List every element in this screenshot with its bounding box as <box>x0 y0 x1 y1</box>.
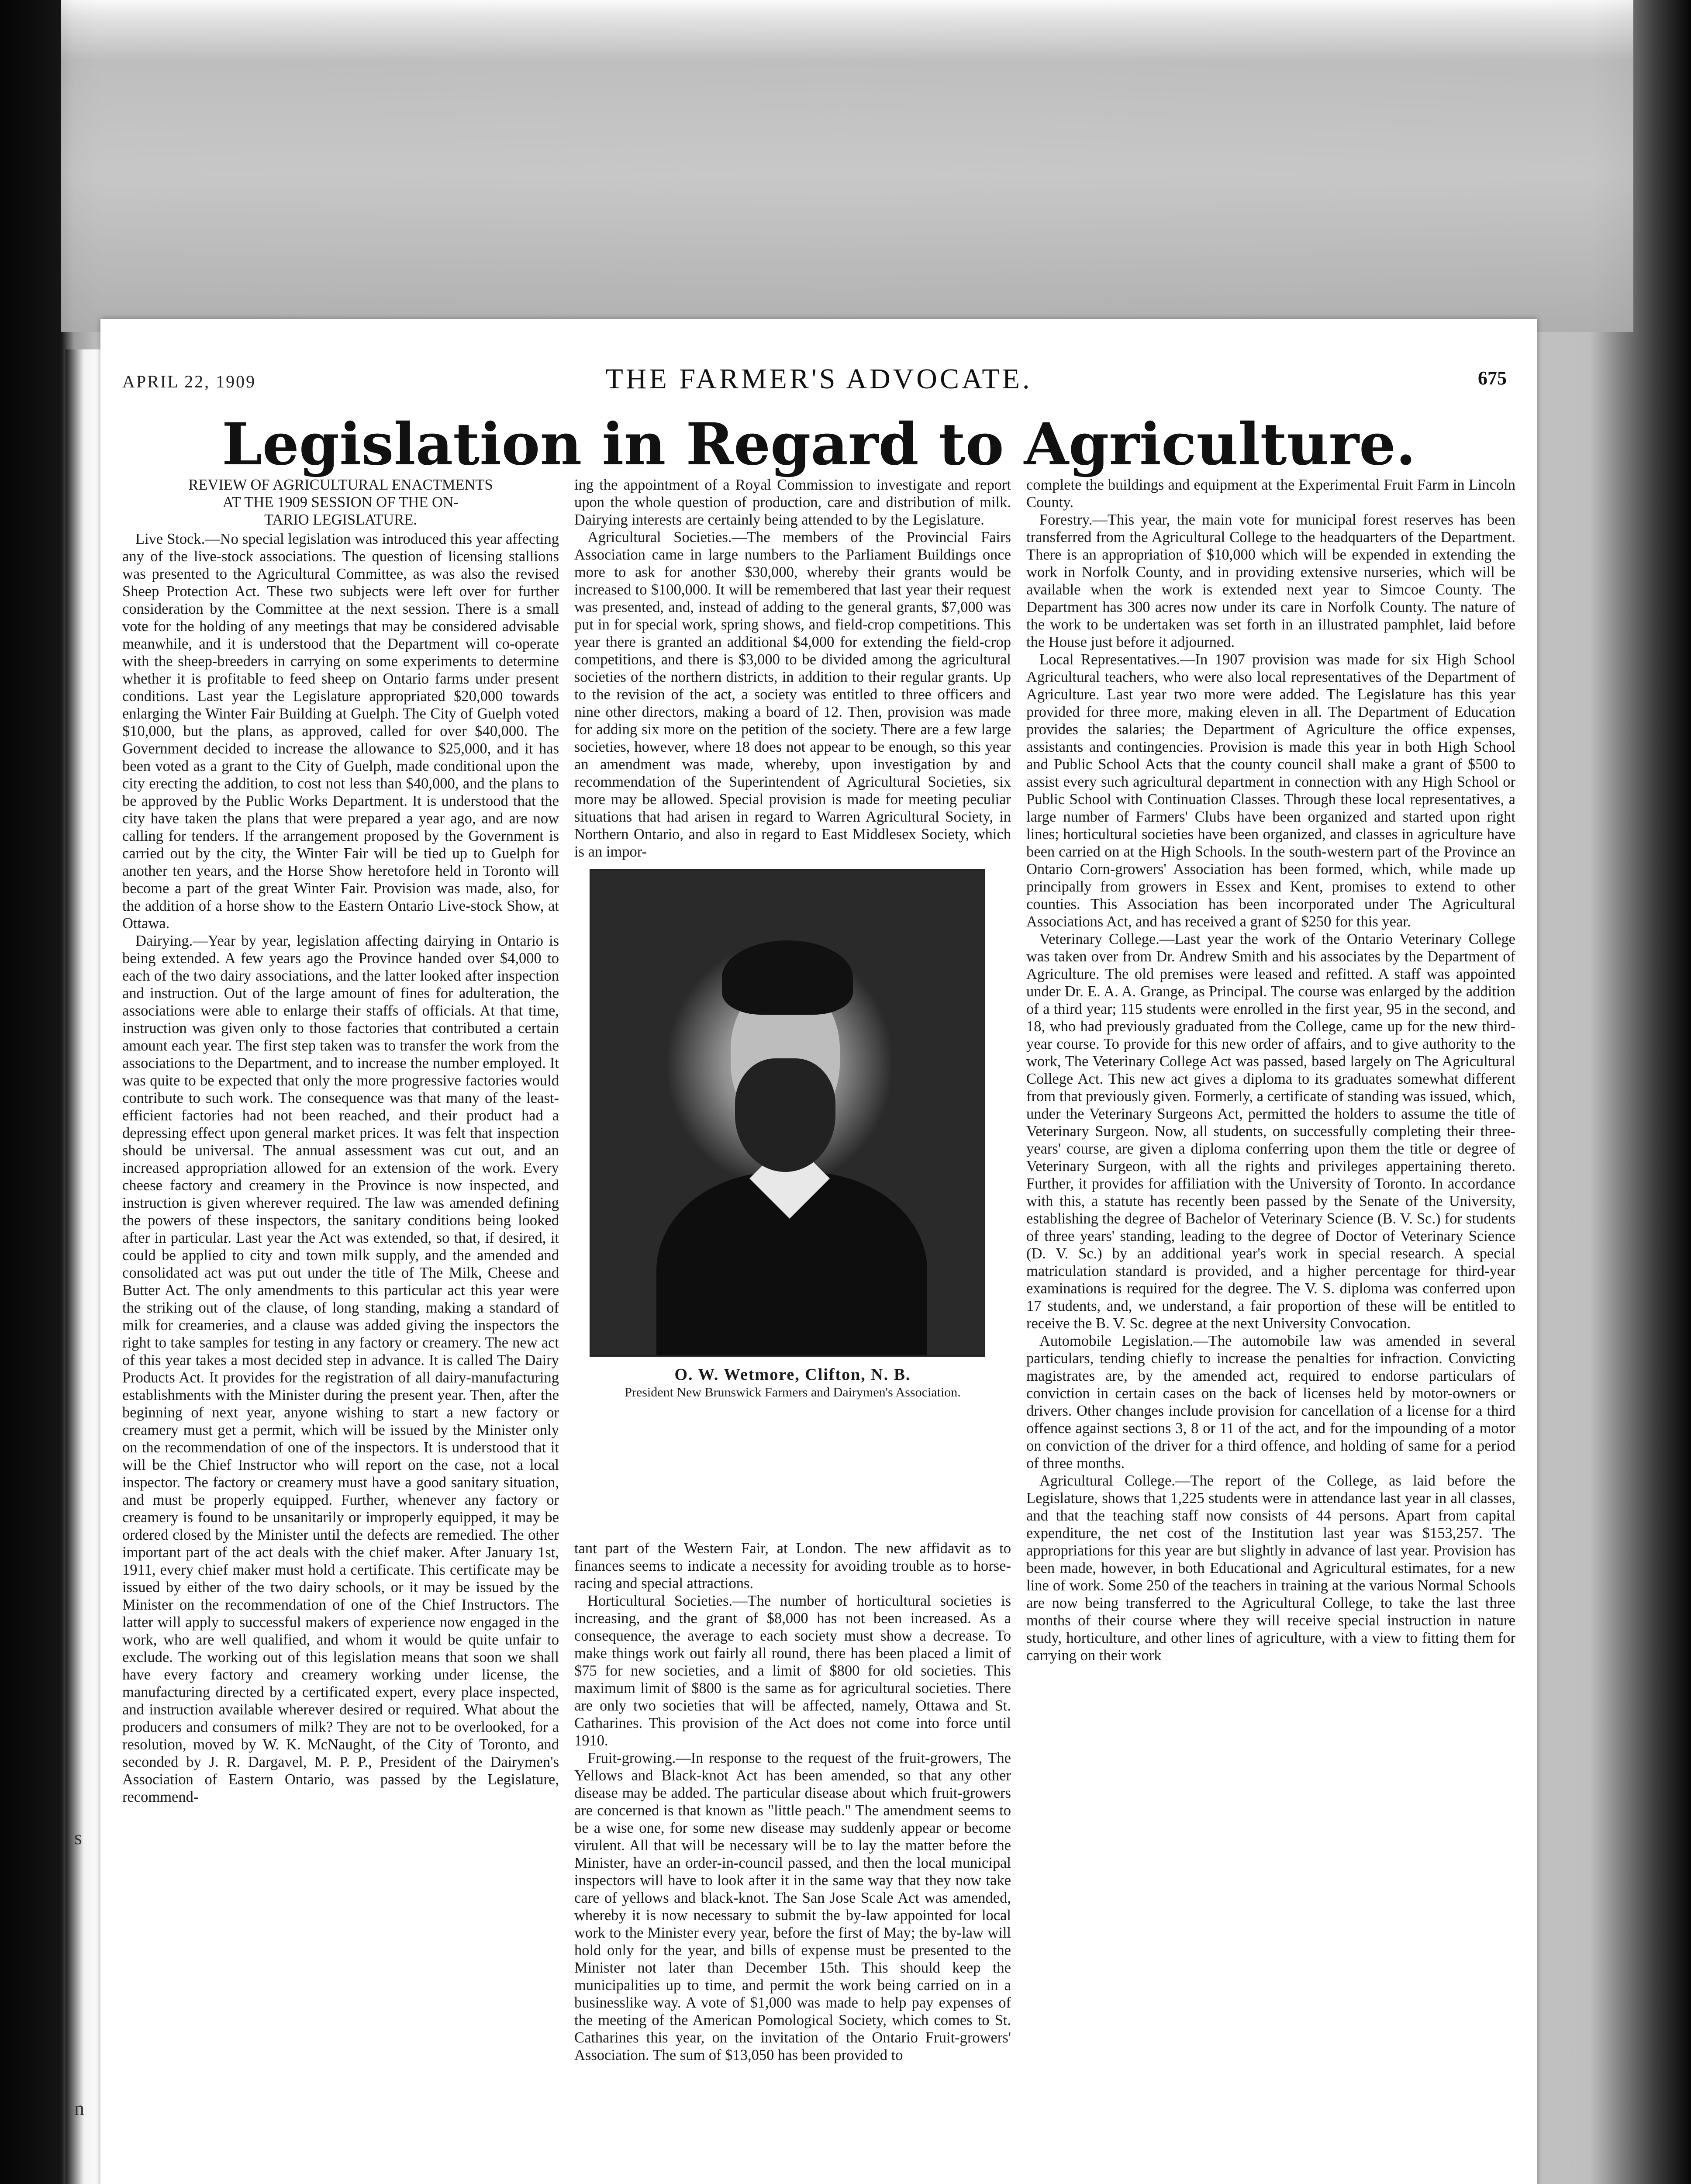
subheading-line: AT THE 1909 SESSION OF THE ON- <box>222 494 459 511</box>
paragraph-western-fair: tant part of the Western Fair, at London. The new affidavit as to finances seems to indicate a necessity for avoiding trouble as to horse-racing and special attractions. <box>574 1540 1011 1592</box>
paragraph-live-stock: Live Stock.—No special legislation was introduced this year affecting any of the live-stock associations. The question of licensing stallions was presented to the Agricultural Committee, as was also the revised Sheep Protection Act. These two subjects were left over for further consideration by the Committee at the next session. There is a small vote for the holding of any meetings that may be considered advisable meanwhile, and it is understood that the Department will co-operate with the sheep-breeders in carrying on some experiments to determine whether it is profitable to feed sheep on Ontario farms under present conditions. Last year the Legislature appropriated $20,000 towards enlarging the Winter Fair Building at Guelph. The City of Guelph voted $10,000, but the plans, as approved, called for over $40,000. The Government decided to increase the allowance to $25,000, and it has been voted as a grant to the City of Guelph, made conditional upon the city erecting the addition, to cost not less than $40,000, and the plans to be approved by the Public Works Department. It is understood that the city have taken the plans that were prepared a year ago, and are now calling for tenders. If the arrangement proposed by the Government is carried out by the city, the Winter Fair will be tied up to Guelph for another ten years, and the Horse Show heretofore held in Toronto will become a part of the great Winter Fair. Provision was made, also, for the addition of a horse show to the Eastern Ontario Live-stock Show, at Ottawa. <box>122 531 559 932</box>
paragraph-fruit-farm: complete the buildings and equipment at the Experimental Fruit Farm in Lincoln County. <box>1026 477 1515 511</box>
column-2-bottom <box>574 1540 1011 2064</box>
photo-hair <box>722 940 853 1015</box>
paragraph-fruit-growing: Fruit-growing.—In response to the request of the fruit-growers, The Yellows and Black-knot Act has been amended, so that any other disease may be added. The particular disease about which fruit-growers are concerned is that known as "little peach." The amendment seems to be a wise one, for some new disease may suddenly appear or become virulent. All that will be necessary will be to lay the matter before the Minister, have an order-in-council passed, and then the local municipal inspectors will have to look after it in the same way that they now take care of yellows and black-knot. The San Jose Scale Act was amended, whereby it is now necessary to submit the by-law appointed for local work to the Minister every year, before the first of May; the by-law will hold only for the year, and bills of expense must be presented to the Minister not later than December 15th. This should keep the municipalities up to time, and permit the work being carried on in a businesslike way. A vote of $1,000 was made to help pay expenses of the meeting of the American Pomological Society, which comes to St. Catharines this year, on the invitation of the Ontario Fruit-growers' Association. The sum of $13,050 has been provided to <box>574 1750 1011 2063</box>
caption-name: O. W. Wetmore, Clifton, N. B. <box>674 1365 911 1384</box>
scanner-top-shadow <box>61 0 1633 332</box>
page-header <box>100 363 1537 397</box>
paragraph-royal-commission: ing the appointment of a Royal Commission to investigate and report upon the whole question of production, care and distribution of milk. Dairying interests are certainly being attended to by the Legislature. <box>574 477 1011 528</box>
photo-beard <box>735 1058 835 1172</box>
paragraph-automobile-legislation: Automobile Legislation.—The automobile law was amended in several particulars, tending chiefly to increase the penalties for infraction. Convicting magistrates are, by the amended act, required to endorse particulars of conviction in certain cases on the back of licenses held by motor-owners or drivers. Other changes include provision for cancellation of a license for a third offence against sections 3, 8 or 11 of the act, and for the impounding of a motor on conviction of the driver for a third offence, and holding of same for a period of three months. <box>1026 1333 1515 1472</box>
column-3 <box>1026 476 1515 1664</box>
paragraph-local-representatives: Local Representatives.—In 1907 provision was made for six High School Agricultural teachers, who were also local representatives of the Department of Agriculture. Last year two more were added. The Legislature has this year provided for three more, making eleven in all. The Department of Education provides the salaries; the Department of Agriculture the office expenses, assistants and contingencies. Provision is made this year in both High School and Public School Acts that the county council shall make a grant of $500 to assist every such agricultural department in connection with any High School or Public School with Continuation Classes. Through these local representatives, a large number of Farmers' Clubs have been organized and started upon right lines; horticultural societies have been organized, and classes in agriculture have been carried on at the High Schools. In the south-western part of the Province an Ontario Corn-growers' Association has been formed, which, while made up principally from growers in Essex and Kent, promises to extend to other counties. This Association has been incorporated under The Agricultural Associations Act, and has received a grant of $250 for this year. <box>1026 651 1515 930</box>
subheading-line: TARIO LEGISLATURE. <box>264 511 417 528</box>
newspaper-page <box>100 319 1537 2184</box>
article-headline: Legislation in Regard to Agriculture. <box>222 411 1416 478</box>
page-number: 675 <box>1478 367 1507 389</box>
paragraph-forestry: Forestry.—This year, the main vote for municipal forest reserves has been transferred from the Agricultural College to the headquarters of the Department. There is an appropriation of $10,000 which will be expended in extending the work in Norfolk County, and in providing extensive nurseries, which will be available when the work is extended next year to Simcoe County. The Department has 300 acres now under its care in Norfolk County. The nature of the work to be undertaken was set forth in an illustrated pamphlet, laid before the House just before it adjourned. <box>1026 511 1515 650</box>
left-edge-char: s <box>74 1826 82 1849</box>
masthead: THE FARMER'S ADVOCATE. <box>605 363 1032 395</box>
portrait-photo <box>590 869 985 1357</box>
issue-date: APRIL 22, 1909 <box>122 372 256 391</box>
subheading-line: REVIEW OF AGRICULTURAL ENACTMENTS <box>188 477 493 493</box>
column-2-top <box>574 476 1011 860</box>
paragraph-dairying: Dairying.—Year by year, legislation affecting dairying in Ontario is being extended. A few years ago the Province handed over $4,000 to each of the two dairy associations, and the latter looked after inspection and instruction. Out of the large amount of fines for adulteration, the associations were able to enlarge their staffs of officials. At that time, instruction was given only to those factories that contributed a certain amount each year. The first step taken was to transfer the work from the associations to the Department, and to increase the number employed. It was quite to be expected that only the more progressive factories would contribute to such work. The consequence was that many of the least-efficient factories had not been reached, and their product had a depressing effect upon general market prices. It was felt that inspection should be universal. The annual assessment was cut out, and an increased appropriation allowed for an extension of the work. Every cheese factory and creamery in the Province is now inspected, and instruction is given wherever required. The law was amended defining the powers of these inspectors, the sanitary conditions being looked after in particular. Last year the Act was extended, so that, if desired, it could be applied to city and town milk supply, and the amended and consolidated act was put out under the title of The Milk, Cheese and Butter Act. The only amendments to this particular act this year were the striking out of the clause, of long standing, making a standard of milk for creameries, and a clause was added giving the inspectors the right to take samples for testing in any factory or creamery. The new act of this year takes a most decided step in advance. It is called The Dairy Products Act. It provides for the registration of all dairy-manufacturing establishments with the Minister during the present year. Then, after the beginning of next year, anyone wishing to start a new factory or creamery must get a permit, which will be issued by the Minister only on the recommendation of one of the inspectors. It is understood that it will be the Chief Instructor who will report on the case, not a local inspector. The factory or creamery must have a good sanitary situation, and must be properly equipped. Further, whenever any factory or creamery is found to be unsanitarily or improperly equipped, it may be ordered closed by the Minister until the defects are remedied. The other important part of the act deals with the chief maker. After January 1st, 1911, every chief maker must hold a certificate. This certificate may be issued by either of the two dairy schools, or it may be issued by the Minister on the recommendation of one of the Chief Instructors. The latter will apply to successful makers of experience now engaged in the work, who are well qualified, and whom it would be quite unfair to exclude. The working out of this legislation means that soon we shall have every factory and creamery working under license, the manufacturing directed by a certificated expert, every place inspected, and instruction available wherever desired or required. What about the producers and consumers of milk? They are not to be overlooked, for a resolution, moved by W. K. McNaught, of the City of Toronto, and seconded by J. R. Dargavel, M. P. P., President of the Dairymen's Association of Eastern Ontario, was passed by the Legislature, recommend- <box>122 933 559 1805</box>
column-1 <box>122 476 559 1806</box>
paragraph-veterinary-college: Veterinary College.—Last year the work of the Ontario Veterinary College was taken over from Dr. Andrew Smith and his associates by the Department of Agriculture. The old premises were leased and refitted. A staff was appointed under Dr. E. A. A. Grange, as Principal. The course was enlarged by the addition of a third year; 115 students were enrolled in the first year, 95 in the second, and 18, who had previously graduated from the College, came up for the new third-year course. To provide for this new order of affairs, and to give authority to the work, The Veterinary College Act was passed, based largely on The Agricultural College Act. This new act gives a diploma to its graduates somewhat different from that previously given. Formerly, a certificate of standing was issued, which, under the Veterinary Surgeons Act, permitted the holders to assume the title of Veterinary Surgeon. Now, all students, on successfully completing their three-years' course, are given a diploma conferring upon them the title or degree of Veterinary Surgeon, with all the rights and privileges appertaining thereto. Further, it provides for affiliation with the University of Toronto. In accordance with this, a statute has recently been passed by the Senate of the University, establishing the degree of Bachelor of Veterinary Science (B. V. Sc.) for students of three years' standing, leading to the degree of Doctor of Veterinary Science (D. V. Sc.) by an additional year's work in special research. A special matriculation standard is provided, and a higher percentage for third-year examinations is required for the degree. The V. S. diploma was conferred upon 17 students, and, we understand, a fair proportion of these will be entitled to receive the B. V. Sc. degree at the next University Convocation. <box>1026 931 1515 1332</box>
caption-role: President New Brunswick Farmers and Dairymen's Association. <box>625 1385 961 1400</box>
paragraph-agricultural-college: Agricultural College.—The report of the College, as laid before the Legislature, shows that 1,225 students were in attendance last year in all classes, and that the teaching staff now consists of 44 persons. Apart from capital expenditure, the net cost of the Institution last year was $153,257. The appropriations for this year are but slightly in advance of last year. Provision has been made, however, in both Educational and Agricultural estimates, for a new line of work. Some 250 of the teachers in training at the various Normal Schools are now being transferred to the Agricultural College, to take the last three months of their course where they will receive special instruction in nature study, horticulture, and other lines of agriculture, with a view to fitting them for carrying on their work <box>1026 1472 1515 1664</box>
paragraph-horticultural-societies: Horticultural Societies.—The number of horticultural societies is increasing, and the grant of $8,000 has not been increased. As a consequence, the average to each society must show a decrease. To make things work out fairly all round, there has been placed a limit of $75 for new societies, and a limit of $800 for old societies. This maximum limit of $800 is the same as for agricultural societies. There are only two societies that will be affected, namely, Ottawa and St. Catharines. This provision of the Act does not come into force until 1910. <box>574 1593 1011 1749</box>
photo-caption <box>574 1365 1011 1401</box>
left-edge-char: n <box>74 2097 84 2119</box>
paragraph-agricultural-societies: Agricultural Societies.—The members of the Provincial Fairs Association came in large numbers to the Parliament Buildings once more to ask for another $30,000, whereby their grants would be increased to $100,000. It will be remembered that last year their request was presented, and, instead of adding to the general grants, $7,000 was put in for special work, spring shows, and field-crop competitions. This year there is granted an additional $4,000 for extending the field-crop competitions, and there is $3,000 to be divided among the agricultural societies of the northern districts, in addition to their regular grants. Up to the revision of the act, a society was entitled to three officers and nine other directors, making a board of 12. Then, provision was made for adding six more on the petition of the society. There are a few large societies, however, where 18 does not appear to be enough, so this year an amendment was made, whereby, upon investigation by and recommendation of the Superintendent of Agricultural Societies, six more may be allowed. Special provision is made for meeting peculiar situations that had arisen in regard to Warren Agricultural Society, in Northern Ontario, and also in regard to East Middlesex Society, which is an impor- <box>574 529 1011 860</box>
